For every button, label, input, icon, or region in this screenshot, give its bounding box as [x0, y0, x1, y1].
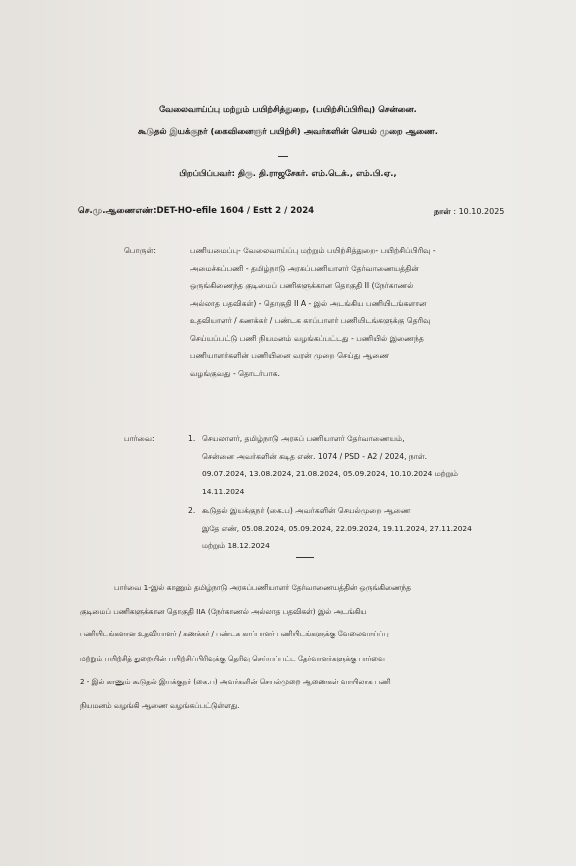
- reference-item-number: 2.: [188, 506, 196, 515]
- reference-line: கூடுதல் இயக்குநர் (கை.ப) அவர்களின் செயல்முறை ஆணை: [202, 506, 411, 515]
- body-line: நியமனம் வழங்கி ஆணை வழங்கப்பட்டுள்ளது.: [80, 700, 240, 710]
- subject-label: பொருள்:: [124, 246, 156, 255]
- subject-line: அமைச்சுப்பணி - தமிழ்நாடு அரசுப்பணியாளர் தேர்வாணையத்தின்: [190, 263, 419, 273]
- subject-text: [190, 242, 520, 382]
- reference-line: மற்றும் 18.12.2024: [202, 541, 270, 550]
- reference-item-2: [202, 502, 520, 555]
- reference-line: 09.07.2024, 13.08.2024, 21.08.2024, 05.09.2024, 10.10.2024 மற்றும்: [202, 469, 458, 478]
- reference-line: இதே எண், 05.08.2024, 05.09.2024, 22.09.2024, 19.11.2024, 27.11.2024: [202, 523, 472, 533]
- references-label: பார்வை:: [124, 434, 155, 443]
- reference-item-1: [202, 430, 520, 500]
- order-date: [434, 207, 504, 217]
- body-line: 2 - இல் காணும் கூடுதல் இயக்குநர் (கை.ப) அவர்களின் செயல்முறை ஆணைகள் வாயிலாக பணி: [80, 677, 391, 686]
- reference-number-value: DET-HO-efile 1604 / Estt 2 / 2024: [156, 206, 315, 216]
- header-divider: [278, 156, 288, 157]
- subject-line: செய்யப்பட்டு பணி நியமனம் வழங்கப்பட்டது - பணியில் இணைந்த: [190, 333, 424, 343]
- body-line: பார்வை 1-இல் காணும் தமிழ்நாடு அரசுப்பணியாளர் தேர்வாணையத்தின் ஒருங்கிணைந்த: [114, 583, 411, 592]
- reference-line: 14.11.2024: [202, 486, 245, 496]
- body-line: மற்றும் பயிற்சித் துறையின் பயிற்சிப்பிரிவுக்கு தெரிவு செய்யப்பட்ட தேர்வாளர்களுக்கு பார்வை: [80, 653, 385, 663]
- subject-line: அல்லாத பதவிகள்) - தொகுதி II A - இல் அடங்கிய பணியிடங்களான: [190, 298, 427, 308]
- header-department: வேலைவாய்ப்பு மற்றும் பயிற்சித்துறை, (பயிற்சிப்பிரிவு) சென்னை.: [159, 104, 417, 114]
- subject-line: உதவியாளர் / கணக்கர் / பண்டக காப்பாளர் பணியிடங்களுக்கு தெரிவு: [190, 316, 431, 325]
- subject-line: பணியாளர்களின் பணியினை வரன் முறை செய்து ஆணை: [190, 351, 390, 360]
- reference-number: [78, 206, 314, 217]
- issuer-line: பிறப்பிப்பவர்: திரு. தி.ராஜசேகர். எம்.டெக்., எம்.பி.ஏ.,: [179, 168, 397, 178]
- reference-line: சென்னை அவர்களின் கடித எண். 1074 / PSD - A2 / 2024, நாள்.: [202, 451, 428, 461]
- body-paragraph: [80, 576, 520, 717]
- body-line: குடிமைப் பணிகளுக்கான தொகுதி IIA (நேர்காணல் அல்லாத பதவிகள்) இல் அடங்கிய: [80, 606, 367, 616]
- reference-item-number: 1.: [188, 434, 196, 443]
- reference-line: செயலாளர், தமிழ்நாடு அரசுப் பணியாளர் தேர்வாணையம்,: [202, 434, 405, 443]
- body-line: பணியிடங்களான உதவியாளர் / கணக்கர் / பண்டக காப்பாளர் பணியிடங்களுக்கு வேலைவாய்ப்பு: [80, 630, 389, 638]
- subject-line: பணியமைப்பு- வேலைவாய்ப்பு மற்றும் பயிற்சித்துறை- பயிற்சிப்பிரிவு -: [190, 246, 436, 255]
- reference-number-label: செ.மு.ஆணைஎண்:: [78, 206, 157, 216]
- section-divider: [296, 557, 314, 558]
- order-date-label: நாள்: [434, 207, 451, 216]
- header-order-title: கூடுதல் இயக்குநர் (கைவினைஞர் பயிற்சி) அவர்களின் செயல் முறை ஆணை.: [138, 126, 438, 136]
- order-date-value: : 10.10.2025: [453, 207, 505, 216]
- subject-line: ஒருங்கிணைந்த குடிமைப் பணிகளுக்கான தொகுதி II (நேர்காணல்: [190, 281, 414, 290]
- subject-line: வழங்குவது - தொடர்பாக.: [190, 368, 280, 378]
